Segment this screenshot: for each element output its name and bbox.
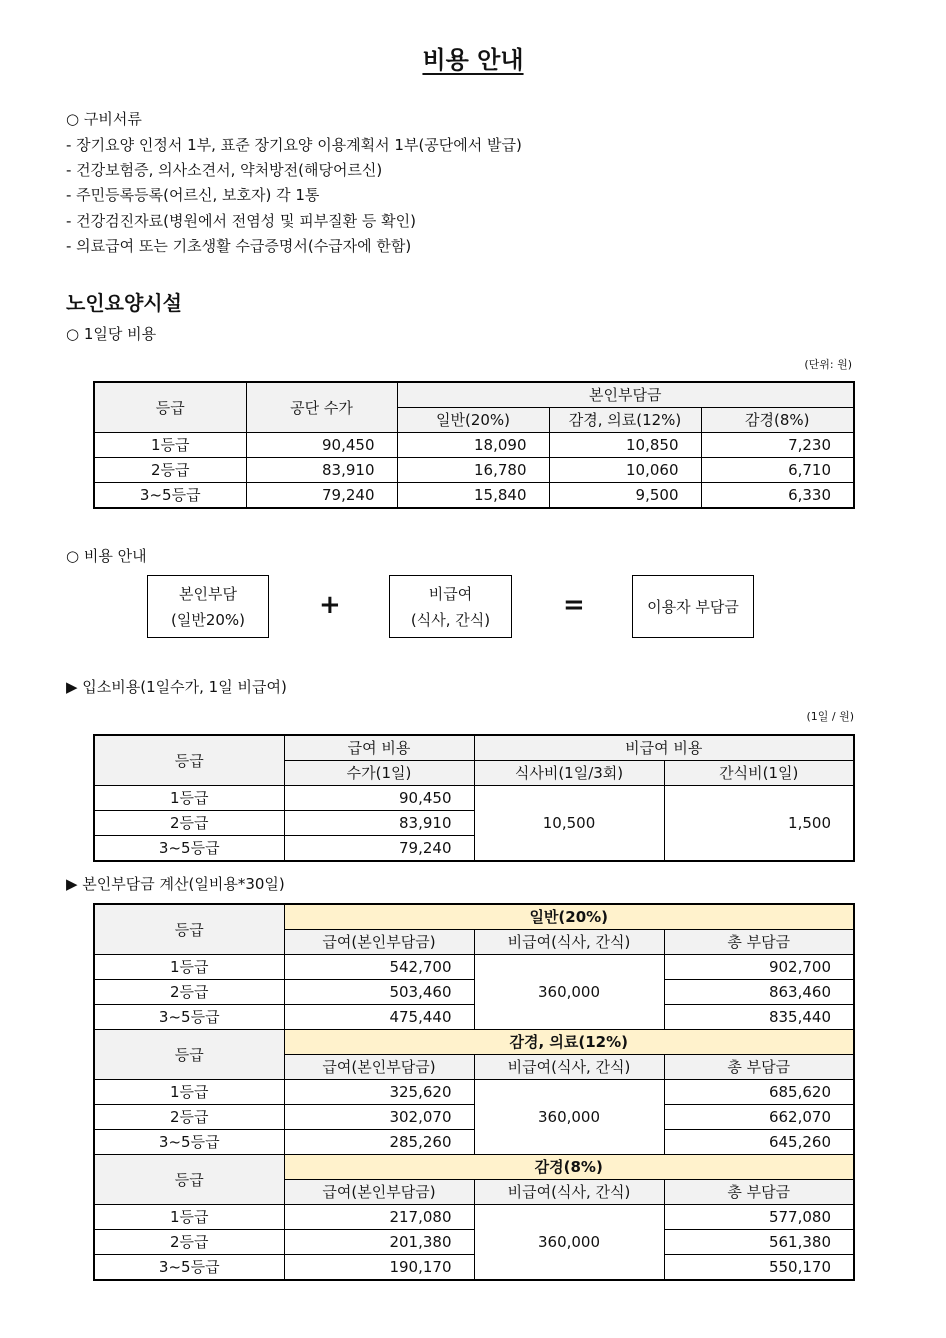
- total-cell: 577,080: [664, 1205, 854, 1230]
- reduced8-cell: 7,230: [701, 433, 854, 458]
- admission-table: [93, 734, 855, 862]
- benefit-cell: 201,380: [284, 1230, 474, 1255]
- facility-heading: 노인요양시설: [66, 291, 182, 315]
- document-item: - 건강검진자료(병원에서 전염성 및 피부질환 등 확인): [66, 212, 417, 230]
- benefit-cell: 285,260: [284, 1130, 474, 1155]
- section-title: 감경(8%): [284, 1155, 854, 1180]
- grade-cell: 1등급: [94, 433, 246, 458]
- header-reduced-12: 감경, 의료(12%): [549, 408, 701, 433]
- grade-cell: 1등급: [94, 786, 284, 811]
- table-row: [94, 1205, 854, 1230]
- header-fee: 공단 수가: [246, 382, 397, 433]
- header-non-benefit: 비급여(식사, 간식): [474, 1055, 664, 1080]
- grade-cell: 2등급: [94, 1105, 284, 1130]
- plus-sign: +: [319, 590, 341, 620]
- reduced12-cell: 10,850: [549, 433, 701, 458]
- fee-cell: 79,240: [284, 836, 474, 862]
- self-pay-box-line1: 본인부담: [179, 584, 237, 603]
- daily-cost-label: ○ 1일당 비용: [66, 325, 157, 343]
- general-cell: 15,840: [397, 483, 549, 509]
- reduced8-cell: 6,330: [701, 483, 854, 509]
- benefit-cell: 475,440: [284, 1005, 474, 1030]
- grade-cell: 2등급: [94, 1230, 284, 1255]
- user-charge-box: [632, 575, 754, 638]
- grade-cell: 3~5등급: [94, 483, 246, 509]
- document-item: - 건강보험증, 의사소견서, 약처방전(해당어르신): [66, 161, 383, 179]
- grade-cell: 3~5등급: [94, 836, 284, 862]
- documents-header: ○ 구비서류: [66, 110, 142, 128]
- monthly-table: [93, 903, 855, 1281]
- reduced12-cell: 9,500: [549, 483, 701, 509]
- total-cell: 662,070: [664, 1105, 854, 1130]
- general-cell: 16,780: [397, 458, 549, 483]
- section-title: 일반(20%): [284, 904, 854, 930]
- total-cell: 550,170: [664, 1255, 854, 1281]
- unit-label: (단위: 원): [804, 358, 852, 371]
- header-grade: 등급: [94, 904, 284, 955]
- reduced8-cell: 6,710: [701, 458, 854, 483]
- fee-cell: 83,910: [246, 458, 397, 483]
- header-total: 총 부담금: [664, 930, 854, 955]
- header-reduced-8: 감경(8%): [701, 408, 854, 433]
- header-grade: 등급: [94, 735, 284, 786]
- header-fee: 수가(1일): [284, 761, 474, 786]
- grade-cell: 1등급: [94, 1205, 284, 1230]
- total-cell: 863,460: [664, 980, 854, 1005]
- monthly-label: ▶ 본인부담금 계산(일비용*30일): [66, 875, 285, 893]
- general-cell: 18,090: [397, 433, 549, 458]
- header-meal: 식사비(1일/3회): [474, 761, 664, 786]
- non-benefit-cell: 360,000: [474, 1080, 664, 1155]
- total-cell: 561,380: [664, 1230, 854, 1255]
- header-snack: 간식비(1일): [664, 761, 854, 786]
- benefit-cell: 503,460: [284, 980, 474, 1005]
- meal-cell: 10,500: [474, 786, 664, 862]
- header-non-benefit: 비급여(식사, 간식): [474, 930, 664, 955]
- table-row: [94, 1080, 854, 1105]
- benefit-cell: 302,070: [284, 1105, 474, 1130]
- grade-cell: 1등급: [94, 955, 284, 980]
- reduced12-cell: 10,060: [549, 458, 701, 483]
- non-benefit-cell: 360,000: [474, 1205, 664, 1281]
- header-non-benefit: 비급여(식사, 간식): [474, 1180, 664, 1205]
- header-total: 총 부담금: [664, 1180, 854, 1205]
- benefit-cell: 190,170: [284, 1255, 474, 1281]
- grade-cell: 1등급: [94, 1080, 284, 1105]
- table-row: [94, 786, 854, 811]
- document-item: - 의료급여 또는 기초생활 수급증명서(수급자에 한함): [66, 237, 412, 255]
- grade-cell: 2등급: [94, 458, 246, 483]
- fee-cell: 90,450: [284, 786, 474, 811]
- total-cell: 645,260: [664, 1130, 854, 1155]
- header-total: 총 부담금: [664, 1055, 854, 1080]
- document-item: - 장기요양 인정서 1부, 표준 장기요양 이용계획서 1부(공단에서 발급): [66, 136, 522, 154]
- header-benefit: 급여(본인부담금): [284, 930, 474, 955]
- section-title: 감경, 의료(12%): [284, 1030, 854, 1055]
- grade-cell: 3~5등급: [94, 1130, 284, 1155]
- self-pay-box-line2: (일반20%): [170, 610, 246, 629]
- user-charge-box-label: 이용자 부담금: [647, 597, 739, 616]
- non-benefit-box: [389, 575, 512, 638]
- benefit-cell: 217,080: [284, 1205, 474, 1230]
- total-cell: 835,440: [664, 1005, 854, 1030]
- header-grade: 등급: [94, 1155, 284, 1205]
- grade-cell: 2등급: [94, 980, 284, 1005]
- header-self-pay: 본인부담금: [397, 382, 854, 408]
- fee-cell: 79,240: [246, 483, 397, 509]
- table-row: [94, 458, 854, 483]
- table-row: [94, 955, 854, 980]
- grade-cell: 3~5등급: [94, 1255, 284, 1281]
- total-cell: 902,700: [664, 955, 854, 980]
- header-benefit: 급여(본인부담금): [284, 1180, 474, 1205]
- header-general: 일반(20%): [397, 408, 549, 433]
- benefit-cell: 325,620: [284, 1080, 474, 1105]
- grade-cell: 3~5등급: [94, 1005, 284, 1030]
- cost-guide-label: ○ 비용 안내: [66, 547, 147, 565]
- header-non-benefit: 비급여 비용: [474, 735, 854, 761]
- grade-cell: 2등급: [94, 811, 284, 836]
- admission-unit: (1일 / 원): [806, 710, 854, 723]
- fee-cell: 83,910: [284, 811, 474, 836]
- daily-cost-table: [93, 381, 855, 509]
- header-benefit: 급여(본인부담금): [284, 1055, 474, 1080]
- table-row: [94, 483, 854, 509]
- equals-sign: =: [563, 590, 585, 620]
- total-cell: 685,620: [664, 1080, 854, 1105]
- header-benefit: 급여 비용: [284, 735, 474, 761]
- non-benefit-cell: 360,000: [474, 955, 664, 1030]
- page-title: 비용 안내: [422, 46, 524, 74]
- non-benefit-box-line2: (식사, 간식): [410, 610, 491, 629]
- document-item: - 주민등록등록(어르신, 보호자) 각 1통: [66, 186, 320, 204]
- header-grade: 등급: [94, 382, 246, 433]
- non-benefit-box-line1: 비급여: [428, 584, 473, 603]
- self-pay-box: [147, 575, 269, 638]
- header-grade: 등급: [94, 1030, 284, 1080]
- table-row: [94, 433, 854, 458]
- admission-label: ▶ 입소비용(1일수가, 1일 비급여): [66, 678, 287, 696]
- benefit-cell: 542,700: [284, 955, 474, 980]
- snack-cell: 1,500: [664, 786, 854, 862]
- fee-cell: 90,450: [246, 433, 397, 458]
